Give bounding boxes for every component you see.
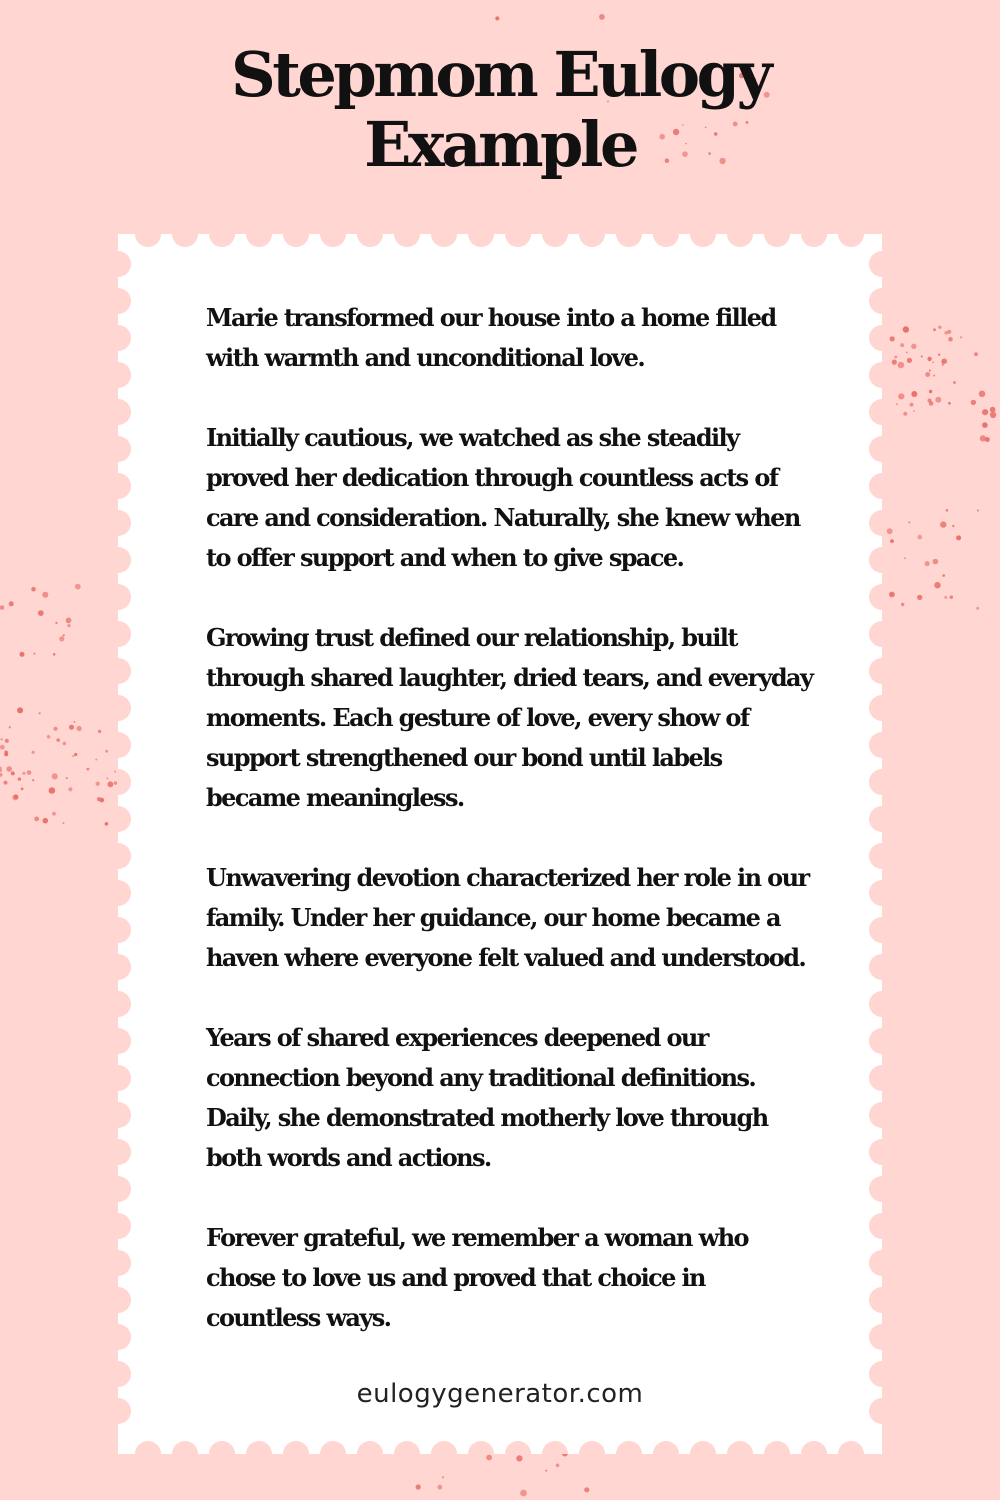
eulogy-paragraph: Marie transformed our house into a home filled with warmth and unconditional love. <box>206 303 776 372</box>
title-line-2: Example <box>364 108 636 181</box>
eulogy-paragraph: Growing trust defined our relationship, built through shared laughter, dried tears, and everyday moments. Each gesture of love, every show of support strengthened our bond until labels became meaningless. <box>206 623 813 812</box>
page-title <box>0 40 1000 180</box>
eulogy-paragraph: Forever grateful, we remember a woman who chose to love us and proved that choice in countless ways. <box>206 1223 748 1332</box>
eulogy-paragraph: Years of shared experiences deepened our connection beyond any traditional definitions. Daily, she demonstrated motherly love through both words and actions. <box>206 1023 768 1172</box>
website-link[interactable]: eulogygenerator.com <box>356 1379 644 1409</box>
stamp-card <box>118 234 882 1454</box>
eulogy-paragraph: Unwavering devotion characterized her role in our family. Under her guidance, our home became a haven where everyone felt valued and understood. <box>206 863 809 972</box>
title-line-1: Stepmom Eulogy <box>231 38 769 111</box>
eulogy-paragraph: Initially cautious, we watched as she steadily proved her dedication through countless acts of care and consideration. Naturally, she knew when to offer support and when to give space. <box>206 423 800 572</box>
eulogy-text <box>206 298 816 1378</box>
